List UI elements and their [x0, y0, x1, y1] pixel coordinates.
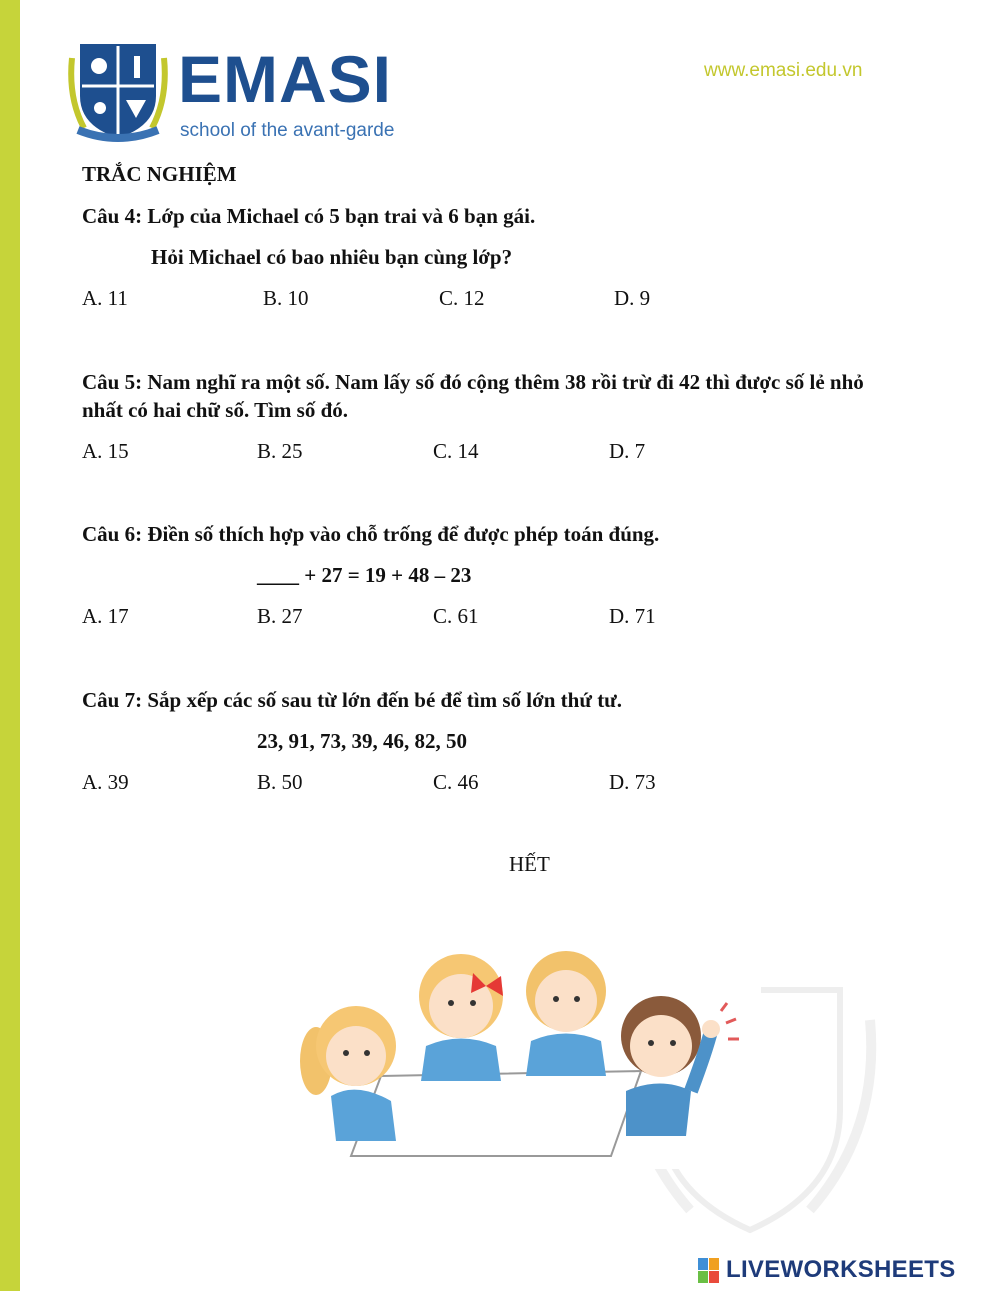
question-4-text-line-1: Lớp của Michael có 5 bạn trai và 6 bạn gái.: [147, 204, 536, 228]
question-4-option-d[interactable]: D. 9: [614, 286, 651, 310]
question-5-label: Câu 5:: [82, 370, 143, 394]
question-6-option-c[interactable]: C. 61: [433, 604, 479, 628]
question-4-option-b[interactable]: B. 10: [263, 286, 309, 310]
question-6-option-b[interactable]: B. 27: [257, 604, 303, 628]
question-5-option-a[interactable]: A. 15: [82, 439, 129, 463]
question-7-option-a[interactable]: A. 39: [82, 770, 129, 794]
question-5-text-line-2: nhất có hai chữ số. Tìm số đó.: [82, 398, 349, 422]
question-6-label: Câu 6:: [82, 522, 143, 546]
question-7-option-c[interactable]: C. 46: [433, 770, 479, 794]
side-accent-bar: [0, 0, 20, 1291]
liveworksheets-brand: LIVEWORKSHEETS: [726, 1256, 956, 1283]
question-7-option-d[interactable]: D. 73: [609, 770, 656, 794]
question-6: [82, 522, 659, 547]
website-url[interactable]: www.emasi.edu.vn: [704, 60, 863, 81]
question-6-option-a[interactable]: A. 17: [82, 604, 129, 628]
section-title: TRẮC NGHIỆM: [82, 162, 237, 186]
brand-tagline: school of the avant-garde: [180, 120, 395, 141]
question-6-option-d[interactable]: D. 71: [609, 604, 656, 628]
question-7-label: Câu 7:: [82, 688, 143, 712]
question-6-expression: ____ + 27 = 19 + 48 – 23: [257, 563, 472, 587]
liveworksheets-logo-icon: [698, 1258, 720, 1284]
question-4: [82, 204, 535, 229]
question-4-option-a[interactable]: A. 11: [82, 286, 128, 310]
brand-name: EMASI: [178, 42, 393, 116]
question-5-option-b[interactable]: B. 25: [257, 439, 303, 463]
question-7-option-b[interactable]: B. 50: [257, 770, 303, 794]
end-marker: HẾT: [509, 852, 550, 876]
question-5-text-line-1: Nam nghĩ ra một số. Nam lấy số đó cộng thêm 38 rồi trừ đi 42 thì được số lẻ nhỏ: [147, 370, 864, 394]
question-7-expression: 23, 91, 73, 39, 46, 82, 50: [257, 729, 467, 753]
question-5: [82, 370, 864, 395]
question-5-option-c[interactable]: C. 14: [433, 439, 479, 463]
question-4-text-line-2: Hỏi Michael có bao nhiêu bạn cùng lớp?: [151, 245, 513, 269]
children-studying-illustration: [281, 931, 761, 1169]
question-6-text-line-1: Điền số thích hợp vào chỗ trống để được phép toán đúng.: [147, 522, 660, 546]
question-4-option-c[interactable]: C. 12: [439, 286, 485, 310]
question-7-text-line-1: Sắp xếp các số sau từ lớn đến bé để tìm số lớn thứ tư.: [147, 688, 623, 712]
question-4-label: Câu 4:: [82, 204, 143, 228]
question-7: [82, 688, 622, 713]
question-5-option-d[interactable]: D. 7: [609, 439, 646, 463]
